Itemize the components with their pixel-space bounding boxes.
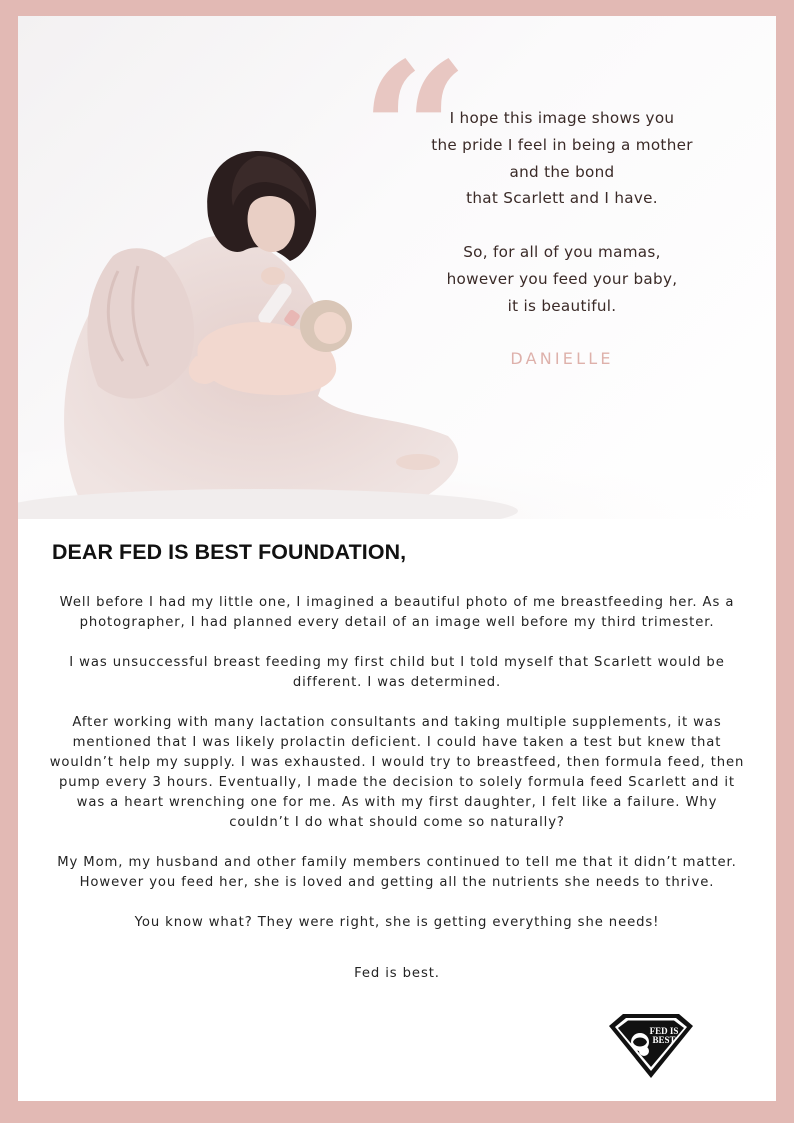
letter-paragraph: I was unsuccessful breast feeding my first child but I told myself that Scarlett would be different. I was determined. bbox=[69, 655, 725, 690]
quote-line: the pride I feel in being a mother bbox=[431, 135, 693, 154]
hero-section bbox=[18, 16, 776, 519]
letter-paragraph: You know what? They were right, she is getting everything she needs! bbox=[134, 915, 660, 930]
quote-line: however you feed your baby, bbox=[446, 269, 678, 288]
quote-author: DANIELLE bbox=[510, 349, 614, 368]
letter-body bbox=[44, 593, 750, 1004]
document-page bbox=[18, 16, 776, 1101]
quote-line: and the bond bbox=[509, 162, 615, 181]
letter-paragraph: Well before I had my little one, I imagined a beautiful photo of me breastfeeding her. As a photographer, I had planned every detail of an image well before my third trimester. bbox=[59, 595, 735, 630]
pull-quote bbox=[408, 105, 716, 320]
letter-salutation: DEAR FED IS BEST FOUNDATION, bbox=[52, 540, 407, 564]
quote-line: that Scarlett and I have. bbox=[466, 189, 658, 208]
letter-signoff: Fed is best. bbox=[354, 966, 440, 981]
quote-line: it is beautiful. bbox=[507, 296, 617, 315]
logo-text-line2: BEST bbox=[652, 1035, 676, 1045]
letter-paragraph: My Mom, my husband and other family members continued to tell me that it didn’t matter. However you feed her, she is loved and getting all the nutrients she needs to thrive. bbox=[57, 855, 737, 890]
fed-is-best-logo bbox=[607, 1012, 695, 1082]
logo-text-line1: FED IS bbox=[649, 1026, 679, 1036]
quote-mark-icon: “ bbox=[360, 21, 470, 244]
quote-line: So, for all of you mamas, bbox=[463, 243, 661, 262]
quote-line: I hope this image shows you bbox=[449, 109, 675, 127]
letter-paragraph: After working with many lactation consultants and taking multiple supplements, it was mentioned that I was likely prolactin deficient. I could have taken a test but knew that wouldn’t help my supply. I was exhausted. I would try to breastfeed, then formula feed, then pump every 3 hours. Eventually, I made the decision to solely formula feed Scarlett and it was a heart wrenching one for me. As with my first daughter, I felt like a failure. Why couldn’t I do what should come so naturally? bbox=[49, 715, 745, 830]
quote-spacer bbox=[408, 212, 716, 239]
